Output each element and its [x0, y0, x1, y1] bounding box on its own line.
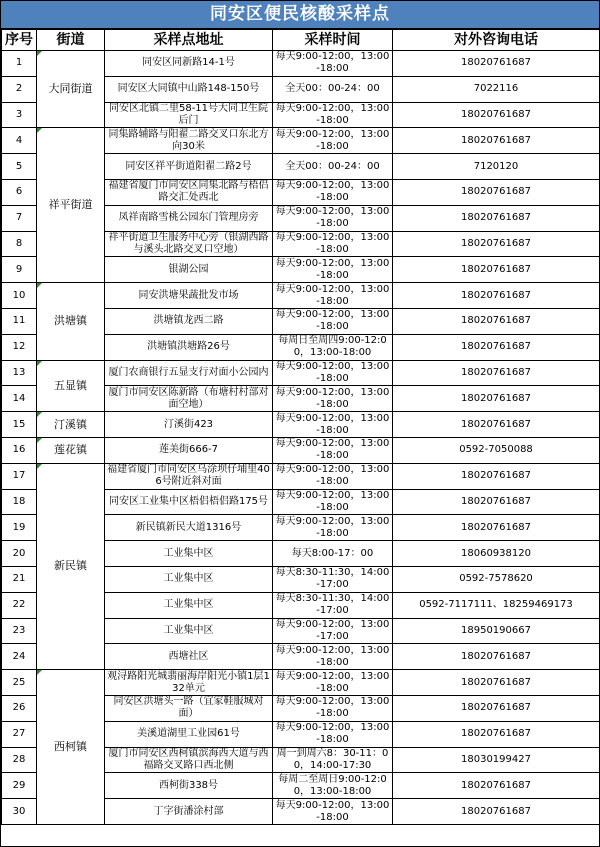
- phone-cell: 18020761687: [393, 360, 600, 386]
- time-cell: 全天00：00-24：00: [273, 154, 393, 180]
- address-cell: 同安区祥平街道阳翟二路2号: [105, 154, 273, 180]
- district-cell: 洪塘镇: [37, 283, 105, 360]
- address-cell: 福建省厦门市同安区同集北路与梧侣路交汇处西北: [105, 179, 273, 205]
- table-row: [2, 360, 600, 386]
- district-cell: 祥平街道: [37, 128, 105, 283]
- row-number: 11: [2, 308, 37, 334]
- row-number: 25: [2, 670, 37, 696]
- phone-cell: 18020761687: [393, 334, 600, 360]
- phone-cell: 18020761687: [393, 695, 600, 721]
- address-cell: 同安区北镇二里58-11号大同卫生院后门: [105, 102, 273, 128]
- phone-cell: 18020761687: [393, 773, 600, 799]
- time-cell: 每天9:00-12:00，13:00-18:00: [273, 360, 393, 386]
- phone-cell: 18020761687: [393, 670, 600, 696]
- phone-cell: 7120120: [393, 154, 600, 180]
- row-number: 17: [2, 463, 37, 489]
- address-cell: 工业集中区: [105, 618, 273, 644]
- phone-cell: 18020761687: [393, 128, 600, 154]
- address-cell: 同安区洪塘头一路（宜家鞋服城对面）: [105, 695, 273, 721]
- row-number: 18: [2, 489, 37, 515]
- table-row: [2, 463, 600, 489]
- header-no: 序号: [2, 30, 37, 51]
- row-number: 15: [2, 412, 37, 438]
- time-cell: 每天9:00-12:00，13:00-18:00: [273, 670, 393, 696]
- row-number: 3: [2, 102, 37, 128]
- address-cell: 同安区同新路14-1号: [105, 51, 273, 77]
- table-row: [2, 283, 600, 309]
- header-phone: 对外咨询电话: [393, 30, 600, 51]
- table-row: [2, 412, 600, 438]
- row-number: 5: [2, 154, 37, 180]
- district-cell: 大同街道: [37, 51, 105, 128]
- table-row: [2, 128, 600, 154]
- row-number: 30: [2, 799, 37, 825]
- row-number: 14: [2, 386, 37, 412]
- phone-cell: 18950190667: [393, 618, 600, 644]
- row-number: 7: [2, 205, 37, 231]
- address-cell: 工业集中区: [105, 566, 273, 592]
- phone-cell: 18020761687: [393, 721, 600, 747]
- phone-cell: 18020761687: [393, 799, 600, 825]
- address-cell: 福建省厦门市同安区乌涂坝仔埔里406号附近斜对面: [105, 463, 273, 489]
- row-number: 2: [2, 76, 37, 102]
- time-cell: 每天9:00-12:00，13:00-18:00: [273, 102, 393, 128]
- address-cell: 汀溪街423: [105, 412, 273, 438]
- address-cell: 西柯街338号: [105, 773, 273, 799]
- phone-cell: 18030199427: [393, 747, 600, 773]
- row-number: 28: [2, 747, 37, 773]
- row-number: 22: [2, 592, 37, 618]
- header-address: 采样点地址: [105, 30, 273, 51]
- address-cell: 洪塘镇洪塘路26号: [105, 334, 273, 360]
- time-cell: 每天9:00-12:00，13:00-18:00: [273, 257, 393, 283]
- row-number: 10: [2, 283, 37, 309]
- row-number: 9: [2, 257, 37, 283]
- address-cell: 祥平街道卫生服务中心旁（银湖西路与溪头北路交叉口空地）: [105, 231, 273, 257]
- phone-cell: 18020761687: [393, 489, 600, 515]
- header-district: 街道: [37, 30, 105, 51]
- address-cell: 同安洪塘果蔬批发市场: [105, 283, 273, 309]
- time-cell: 每天9:00-12:00，13:00-18:00: [273, 205, 393, 231]
- district-cell: 五显镇: [37, 360, 105, 412]
- time-cell: 每天9:00-12:00，13:00-18:00: [273, 386, 393, 412]
- phone-cell: 18020761687: [393, 257, 600, 283]
- district-cell: 新民镇: [37, 463, 105, 669]
- time-cell: 每天9:00-12:00，13:00-18:00: [273, 463, 393, 489]
- phone-cell: 18020761687: [393, 179, 600, 205]
- address-cell: 同安区工业集中区梧侣梧侣路175号: [105, 489, 273, 515]
- address-cell: 洪塘镇龙西二路: [105, 308, 273, 334]
- row-number: 6: [2, 179, 37, 205]
- row-number: 16: [2, 437, 37, 463]
- address-cell: 厦门市同安区西柯镇滨海西大道与西福路交叉路口西北侧: [105, 747, 273, 773]
- time-cell: 全天00：00-24：00: [273, 76, 393, 102]
- row-number: 8: [2, 231, 37, 257]
- phone-cell: 18020761687: [393, 283, 600, 309]
- phone-cell: 18020761687: [393, 308, 600, 334]
- table-row: [2, 670, 600, 696]
- time-cell: 每天9:00-12:00，13:00-18:00: [273, 283, 393, 309]
- phone-cell: 18020761687: [393, 515, 600, 541]
- address-cell: 美溪道湖里工业园61号: [105, 721, 273, 747]
- page-title: 同安区便民核酸采样点: [1, 1, 599, 29]
- row-number: 19: [2, 515, 37, 541]
- address-cell: 同安区大同镇中山路148-150号: [105, 76, 273, 102]
- time-cell: 每天9:00-12:00，13:00-18:00: [273, 515, 393, 541]
- address-cell: 丁字街潘涂村部: [105, 799, 273, 825]
- district-cell: 莲花镇: [37, 437, 105, 463]
- phone-cell: 0592-7578620: [393, 566, 600, 592]
- phone-cell: 18020761687: [393, 102, 600, 128]
- time-cell: 每天9:00-12:00，13:00-18:00: [273, 799, 393, 825]
- row-number: 26: [2, 695, 37, 721]
- phone-cell: 0592-7117111、18259469173: [393, 592, 600, 618]
- address-cell: 同集路辅路与阳翟二路交叉口东北方向30米: [105, 128, 273, 154]
- row-number: 21: [2, 566, 37, 592]
- row-number: 27: [2, 721, 37, 747]
- address-cell: 厦门农商银行五显支行对面小公园内: [105, 360, 273, 386]
- time-cell: 每周日至周四9:00-12:00，13:00-18:00: [273, 334, 393, 360]
- time-cell: 周一到周六8：30-11：00，14:00-17:30: [273, 747, 393, 773]
- row-number: 12: [2, 334, 37, 360]
- district-cell: 汀溪镇: [37, 412, 105, 438]
- address-cell: 观浔路阳光城翡丽海岸阳光小镇1层132单元: [105, 670, 273, 696]
- time-cell: 每天8:30-11:30，14:00-17:00: [273, 566, 393, 592]
- row-number: 4: [2, 128, 37, 154]
- row-number: 23: [2, 618, 37, 644]
- phone-cell: 18020761687: [393, 51, 600, 77]
- time-cell: 每天9:00-12:00，13:00-18:00: [273, 489, 393, 515]
- time-cell: 每天9:00-12:00，13:00-18:00: [273, 231, 393, 257]
- row-number: 20: [2, 541, 37, 567]
- phone-cell: 18020761687: [393, 205, 600, 231]
- time-cell: 每天8:30-11:30，14:00-17:00: [273, 592, 393, 618]
- header-time: 采样时间: [273, 30, 393, 51]
- address-cell: 莲美街666-7: [105, 437, 273, 463]
- phone-cell: 0592-7050088: [393, 437, 600, 463]
- sites-table: [1, 29, 600, 825]
- time-cell: 每天9:00-12:00，13:00-18:00: [273, 128, 393, 154]
- address-cell: 银湖公园: [105, 257, 273, 283]
- address-cell: 工业集中区: [105, 592, 273, 618]
- phone-cell: 18020761687: [393, 231, 600, 257]
- time-cell: 每天9:00-12:00，13:00-18:00: [273, 308, 393, 334]
- phone-cell: 18060938120: [393, 541, 600, 567]
- row-number: 1: [2, 51, 37, 77]
- row-number: 24: [2, 644, 37, 670]
- phone-cell: 18020761687: [393, 644, 600, 670]
- address-cell: 西塘社区: [105, 644, 273, 670]
- address-cell: 新民镇新民大道1316号: [105, 515, 273, 541]
- address-cell: 厦门市同安区陈新路（布塘村村部对面空地）: [105, 386, 273, 412]
- address-cell: 凤祥南路雪桃公园东门管理房旁: [105, 205, 273, 231]
- time-cell: 每天9:00-12:00，13:00-18:00: [273, 437, 393, 463]
- row-number: 13: [2, 360, 37, 386]
- table-row: [2, 51, 600, 77]
- district-cell: 西柯镇: [37, 670, 105, 825]
- phone-cell: 18020761687: [393, 386, 600, 412]
- time-cell: 每天9:00-12:00，13:00-18:00: [273, 721, 393, 747]
- time-cell: 每天8:00-17：00: [273, 541, 393, 567]
- time-cell: 每周二至周日9:00-12:00，13:00-18:00: [273, 773, 393, 799]
- time-cell: 每天9:00-12:00，13:00-17:00: [273, 618, 393, 644]
- time-cell: 每天9:00-12:00，13:00-18:00: [273, 695, 393, 721]
- time-cell: 每天9:00-12:00，13:00-18:00: [273, 179, 393, 205]
- time-cell: 每天9:00-12:00，13:00-18:00: [273, 644, 393, 670]
- phone-cell: 7022116: [393, 76, 600, 102]
- table-body: [2, 51, 600, 825]
- phone-cell: 18020761687: [393, 412, 600, 438]
- table-header-row: [2, 30, 600, 51]
- table-row: [2, 437, 600, 463]
- time-cell: 每天9:00-12:00，13:00-18:00: [273, 412, 393, 438]
- phone-cell: 18020761687: [393, 463, 600, 489]
- row-number: 29: [2, 773, 37, 799]
- time-cell: 每天9:00-12:00，13:00-18:00: [273, 51, 393, 77]
- address-cell: 工业集中区: [105, 541, 273, 567]
